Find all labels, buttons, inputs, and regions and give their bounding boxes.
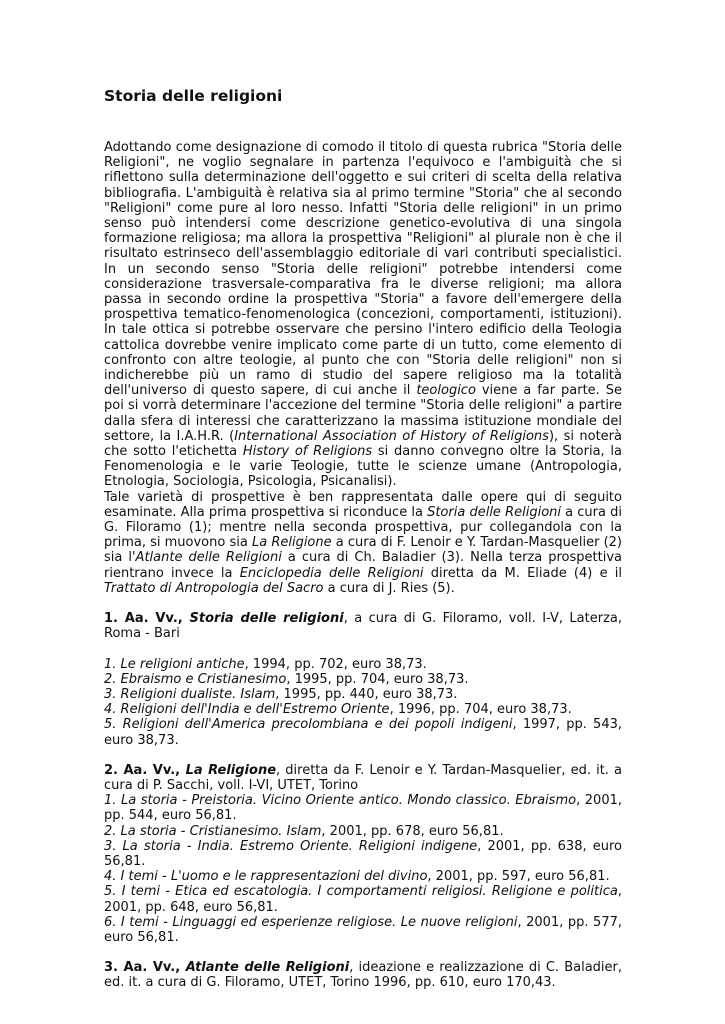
volume-title: 2. Ebraismo e Cristianesimo (104, 671, 287, 687)
volume-title: 1. Le religioni antiche (104, 656, 245, 672)
text-run: si danno convegno oltre la Storia, la Fenomenologia e le varie Teologie, tutte le scienze umane (Antropologia, Etnologia, Sociologia, Psicologia, Psicanalisi). (104, 444, 622, 490)
document-page (104, 86, 622, 991)
spacer (104, 642, 622, 657)
volume-item (104, 915, 622, 945)
volume-item (104, 869, 622, 884)
entry-title: Storia delle religioni (189, 611, 344, 627)
volume-details: , 2001, pp. 544, euro 56,81. (104, 793, 622, 824)
text-run: ), si noterà che sotto l'etichetta (104, 428, 622, 460)
entry-number: 3. Aa. Vv., (104, 960, 186, 976)
text-run: a cura di F. Lenoir e Y. Tardan-Masquelier (2) sia l' (104, 535, 622, 566)
text-run: diretta da M. Eliade (4) e il (423, 565, 623, 581)
entry-details: , ideazione e realizzazione di C. Baladier, ed. it. a cura di G. Filoramo, UTET, Torino 1996, pp. 610, euro 170,43. (104, 960, 623, 991)
italic-run: Trattato di Antropologia del Sacro (104, 580, 324, 596)
entry-heading (104, 763, 622, 793)
volume-item (104, 717, 622, 747)
intro-paragraph-2 (104, 490, 622, 596)
volume-details: , 2001, pp. 678, euro 56,81. (321, 823, 504, 839)
entry-heading (104, 960, 622, 990)
italic-run: La Religione (251, 535, 332, 551)
bibliography-entry (104, 763, 622, 945)
volume-list (104, 657, 622, 748)
text-run: a cura di Ch. Baladier (3). Nella terza prospettiva rientrano invece la (104, 550, 623, 581)
text-run: Adottando come designazione di comodo il titolo di questa rubrica "Storia delle Religioni", ne voglio segnalare in partenza l'equivoco e l'ambiguità che si riflettono sulla determinazione dell'oggetto e sui criteri di scelta della relativa bibliografia. L'ambiguità è relativa sia al primo termine "Storia" che al secondo "Religioni" come pure al loro nesso. Infatti "Storia delle religioni" in un primo senso può intendersi come descrizione genetico-evolutiva di una singola formazione religiosa; ma allora la prospettiva "Religioni" al plurale non è che il risultato estrinseco dell'assemblaggio editoriale di vari contributi specialistici. In un secondo senso "Storia delle religioni" potrebbe intendersi come considerazione trasversale-comparativa fra le diverse religioni; ma allora passa in secondo ordine la prospettiva "Storia" a favore dell'emergere della prospettiva tematico-fenomenologica (concezioni, comportamenti, istituzioni). In tale ottica si potrebbe osservare che persino l'intero edificio della Teologia cattolica dovrebbe venire implicato come parte di un tutto, come elemento di confronto con altre teologie, al punto che con "Storia delle religioni" non si indicherebbe più un ramo di studio del sapere religioso ma la totalità dell'universo di questo sapere, di cui anche il (104, 140, 622, 399)
page-title: Storia delle religioni (104, 87, 283, 105)
volume-item (104, 672, 622, 687)
intro-paragraph-1 (104, 140, 622, 490)
volume-title: 3. Religioni dualiste. Islam (104, 686, 276, 702)
volume-details: , 1996, pp. 704, euro 38,73. (389, 702, 572, 718)
volume-item (104, 657, 622, 672)
entry-title: La Religione (185, 762, 277, 778)
volume-item (104, 884, 622, 914)
volume-item (104, 824, 622, 839)
volume-title: 1. La storia - Preistoria. Vicino Oriente antico. Mondo classico. Ebraismo (104, 793, 577, 809)
volume-item (104, 839, 622, 869)
italic-run: Storia delle Religioni (427, 504, 561, 520)
italic-run: teologico (416, 383, 476, 399)
italic-run: International Association of History of Religions (234, 428, 549, 444)
bibliography-entry (104, 960, 622, 990)
volume-title: 2. La storia - Cristianesimo. Islam (104, 823, 322, 839)
entry-heading (104, 611, 622, 641)
entry-number: 1. Aa. Vv., (104, 611, 190, 627)
volume-details: , 1995, pp. 440, euro 38,73. (275, 686, 458, 702)
italic-run: Atlante delle Religioni (135, 550, 282, 566)
text-run: viene a far parte. Se poi si vorrà determinare l'accezione del termine "Storia delle religioni" a partire dalla sfera di interessi che caratterizzano la massima istituzione mondiale del settore, la I.A.H.R. ( (104, 383, 622, 444)
volume-details: , 2001, pp. 648, euro 56,81. (104, 884, 622, 915)
volume-title: 3. La storia - India. Estremo Oriente. Religioni indigene (104, 838, 478, 854)
volume-item (104, 687, 622, 702)
volume-item (104, 793, 622, 823)
volume-title: 4. I temi - L'uomo e le rappresentazioni del divino (104, 869, 428, 885)
italic-run: Enciclopedia delle Religioni (239, 565, 424, 581)
volume-details: , 1994, pp. 702, euro 38,73. (244, 656, 427, 672)
volume-list (104, 793, 622, 945)
volume-details: , 1995, pp. 704, euro 38,73. (286, 671, 469, 687)
italic-run: History of Religions (242, 444, 373, 460)
text-run: a cura di G. Filoramo (1); mentre nella seconda prospettiva, pur collegandola con la prima, si muovono sia (104, 504, 622, 551)
volume-details: , 2001, pp. 577, euro 56,81. (104, 914, 622, 945)
bibliography-list (104, 611, 622, 990)
volume-title: 5. I temi - Etica ed escatologia. I comportamenti religiosi. Religione e politica (104, 884, 618, 900)
entry-number: 2. Aa. Vv., (104, 762, 186, 778)
entry-details: , diretta da F. Lenoir e Y. Tardan-Masquelier, ed. it. a cura di P. Sacchi, voll. I-VI, UTET, Torino (104, 762, 622, 793)
volume-details: , 1997, pp. 543, euro 38,73. (104, 717, 622, 748)
volume-details: , 2001, pp. 597, euro 56,81. (427, 869, 610, 885)
volume-title: 4. Religioni dell'India e dell'Estremo Oriente (104, 702, 390, 718)
bibliography-entry (104, 611, 622, 748)
volume-title: 5. Religioni dell'America precolombiana e dei popoli indigeni (104, 717, 513, 733)
volume-details: , 2001, pp. 638, euro 56,81. (104, 838, 623, 869)
volume-item (104, 702, 622, 717)
entry-title: Atlante delle Religioni (185, 960, 350, 976)
entry-details: , a cura di G. Filoramo, voll. I-V, Laterza, Roma - Bari (104, 611, 622, 642)
volume-title: 6. I temi - Linguaggi ed esperienze religiose. Le nuove religioni (104, 914, 518, 930)
text-run: Tale varietà di prospettive è ben rappresentata dalle opere qui di seguito esaminate. Alla prima prospettiva si riconduce la (104, 489, 622, 520)
text-run: a cura di J. Ries (5). (323, 580, 455, 596)
